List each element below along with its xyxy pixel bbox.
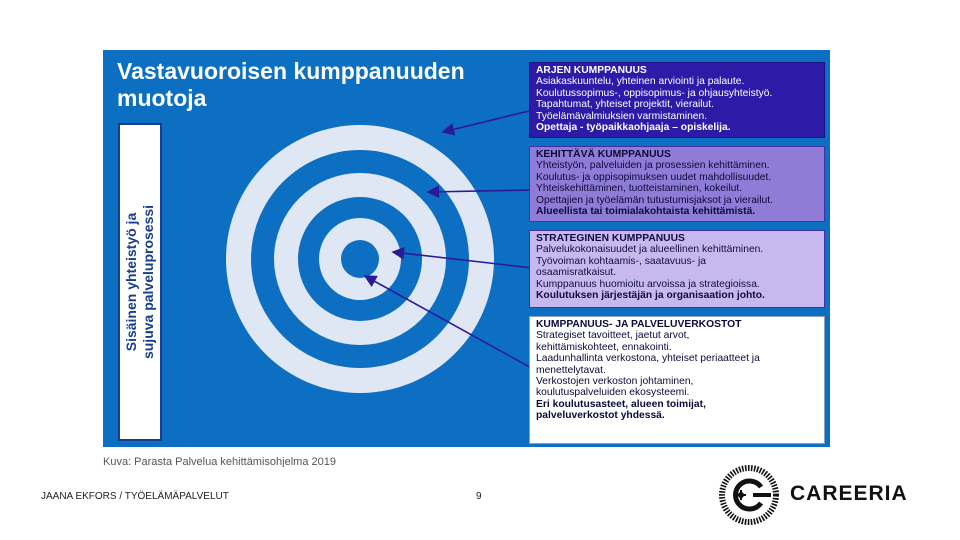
box-line: Työvoiman kohtaamis-, saatavuus- ja xyxy=(536,255,706,267)
arrow-3 xyxy=(393,252,533,268)
box-arjen-kumppanuus xyxy=(529,62,825,138)
box-line: Koulutuksen järjestäjän ja organisaation johto. xyxy=(536,290,765,302)
arrow-2 xyxy=(428,190,533,192)
box-line: Kumppanuus huomioitu arvoissa ja strategioissa. xyxy=(536,278,760,290)
box-line: palveluverkostot yhdessä. xyxy=(536,410,665,422)
box-heading: ARJEN KUMPPANUUS xyxy=(536,65,647,76)
figure-title: Vastavuoroisen kumppanuuden muotoja xyxy=(117,58,465,111)
page-number: 9 xyxy=(476,491,482,502)
box-line: Työelämävalmiuksien varmistaminen. xyxy=(536,110,708,122)
box-line: osaamisratkaisut. xyxy=(536,267,617,279)
box-line: Eri koulutusasteet, alueen toimijat, xyxy=(536,398,706,410)
box-line: kehittämiskohteet, ennakointi. xyxy=(536,341,672,353)
box-line: Palvelukokonaisuudet ja alueellinen kehittäminen. xyxy=(536,244,764,256)
box-line: Asiakaskuuntelu, yhteinen arviointi ja palaute. xyxy=(536,76,745,88)
box-line: Opettajien ja työelämän tutustumisjaksot ja vierailut. xyxy=(536,194,773,206)
box-line: Laadunhallinta verkostona, yhteiset periaatteet ja xyxy=(536,353,760,365)
footer-author: JAANA EKFORS / TYÖELÄMÄPALVELUT xyxy=(41,491,229,502)
box-heading: STRATEGINEN KUMPPANUUS xyxy=(536,233,685,244)
box-line: Yhteistyön, palveluiden ja prosessien kehittäminen. xyxy=(536,160,770,172)
box-kumppanuus-ja-palveluverkostot xyxy=(529,316,825,444)
box-line: Verkostojen verkoston johtaminen, xyxy=(536,376,694,388)
box-line: menettelytavat. xyxy=(536,364,606,376)
box-line: Strategiset tavoitteet, jaetut arvot, xyxy=(536,330,690,342)
box-line: Koulutussopimus-, oppisopimus- ja ohjausyhteistyö. xyxy=(536,87,773,99)
box-line: koulutuspalveluiden ekosysteemi. xyxy=(536,387,690,399)
careeria-logo-icon xyxy=(719,465,779,525)
figure-caption: Kuva: Parasta Palvelua kehittämisohjelma 2019 xyxy=(103,456,336,467)
box-kehittava-kumppanuus xyxy=(529,146,825,222)
arrow-4 xyxy=(365,276,535,370)
brand-name: CAREERIA xyxy=(790,482,908,505)
arrow-1 xyxy=(443,110,533,132)
box-line: Opettaja - työpaikkaohjaaja – opiskelija. xyxy=(536,122,731,134)
box-line: Tapahtumat, yhteiset projektit, vierailut. xyxy=(536,99,714,111)
box-line: Yhteiskehittäminen, tuotteistaminen, kokeilut. xyxy=(536,183,743,195)
box-heading: KEHITTÄVÄ KUMPPANUUS xyxy=(536,149,671,160)
vertical-label-line-2: sujuva palveluprosessi xyxy=(140,204,156,360)
vertical-label-line-1: Sisäinen yhteistyö ja xyxy=(123,212,139,352)
box-strateginen-kumppanuus xyxy=(529,230,825,308)
box-heading: KUMPPANUUS- JA PALVELUVERKOSTOT xyxy=(536,319,742,330)
partnership-figure xyxy=(103,50,830,447)
box-line: Alueellista tai toimialakohtaista kehittämistä. xyxy=(536,206,756,218)
box-line: Koulutus- ja oppisopimuksen uudet mahdollisuudet. xyxy=(536,171,772,183)
